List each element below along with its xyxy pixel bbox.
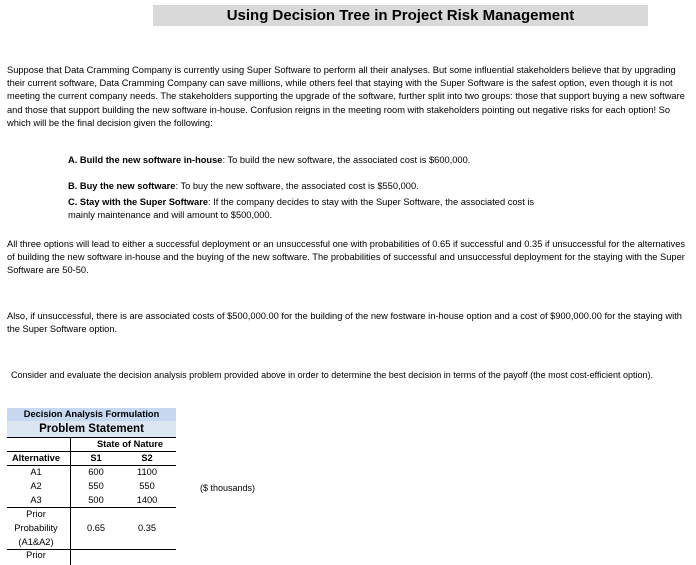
prior-label-2: Prior	[26, 550, 46, 560]
s1-cell: 600	[88, 467, 104, 477]
table-row	[7, 465, 176, 479]
option-a-label: A. Build the new software in-house	[68, 155, 223, 165]
table-row	[7, 493, 176, 507]
prior-row-2	[7, 549, 176, 561]
s2-cell: 1400	[136, 495, 158, 505]
instruction-paragraph: Consider and evaluate the decision analysis problem provided above in order to determine the best decision in terms of the payoff (the most cost-efficient option).	[11, 370, 654, 380]
table-subheading: Problem Statement	[7, 421, 176, 437]
units-note: ($ thousands)	[200, 483, 256, 493]
col-s2: S2	[141, 453, 153, 463]
option-a-text: : To build the new software, the associated cost is $600,000.	[222, 155, 471, 165]
prob-s2-cell: 0.35	[137, 523, 157, 533]
option-c-label: C. Stay with the Super Software	[68, 197, 208, 207]
probability-row	[7, 521, 176, 535]
option-b	[68, 180, 558, 193]
option-c-text: : If the company decides to stay with the Super Software, the associated cost is mainly maintenance and will amount to $500,000.	[68, 197, 535, 221]
outcomes-paragraph: All three options will lead to either a successful deployment or an unsuccessful one with probabilities of 0.65 if successful and 0.35 if unsuccessful for the alternatives of building the new software in-house and the buying of the new software. The probabilities of successful and unsuccessful deployment for the staying with the Super Software are 50-50.	[7, 239, 686, 276]
decision-table	[7, 408, 176, 561]
prior-row	[7, 507, 176, 521]
option-a	[68, 154, 558, 167]
probability-label: Probability	[14, 523, 58, 533]
s2-cell: 550	[139, 481, 155, 491]
table-heading: Decision Analysis Formulation	[7, 408, 176, 421]
costs-paragraph: Also, if unsuccessful, there is are associated costs of $500,000.00 for the building of the new fostware in-house option and a cost of $900,000.00 for the staying with the Super Software option.	[7, 311, 682, 335]
state-of-nature-label: State of Nature	[96, 439, 164, 449]
option-b-label: B. Buy the new software	[68, 181, 176, 191]
s2-cell: 1100	[137, 467, 157, 477]
alt-cell: A3	[30, 495, 42, 505]
state-of-nature-row	[7, 437, 176, 451]
alt-cell: A2	[30, 481, 42, 491]
prob-group-row	[7, 535, 176, 549]
s1-cell: 500	[88, 495, 104, 505]
option-b-text: : To buy the new software, the associated cost is $550,000.	[175, 181, 419, 191]
s1-cell: 550	[88, 481, 104, 491]
intro-paragraph: Suppose that Data Cramming Company is currently using Super Software to perform all their analyses. But some influential stakeholders believe that by upgrading their current software, Data Cramming Company can save millions, while others feel that staying with the Super Software is the safest option, even though it is not meeting the current company needs. The stakeholders supporting the upgrade of the software, further split into two groups: those that support buying a new software and those that support building the new software in-house. Confusion reigns in the meeting room with stakeholders pointing out negative risks for each option! So which will be the final decision given the following:	[7, 65, 685, 128]
prob-s1-cell: 0.65	[86, 523, 106, 533]
table-row	[7, 479, 176, 493]
col-s1: S1	[90, 453, 102, 463]
prob-group-label: (A1&A2)	[18, 537, 54, 547]
table-header-row	[7, 451, 176, 465]
col-alternative: Alternative	[11, 453, 61, 463]
prior-label: Prior	[26, 509, 46, 519]
alt-cell: A1	[30, 467, 42, 477]
option-c	[68, 196, 558, 222]
page-title: Using Decision Tree in Project Risk Management	[153, 5, 648, 26]
